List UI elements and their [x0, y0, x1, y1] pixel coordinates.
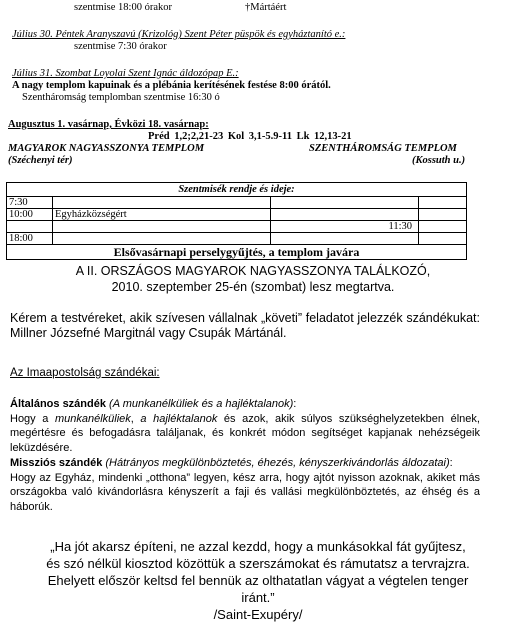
row-right-time [271, 233, 419, 245]
aug-1-heading: Augusztus 1. vasárnap, Évközi 18. vasárnap: [8, 119, 209, 130]
table-title: Szentmisék rendje és ideje: [7, 183, 467, 197]
july-30-heading: Július 30. Péntek Aranyszavú (Krizológ) Szent Péter püspök és egyháztanító e.: [12, 29, 346, 40]
general-em-homeless: a hajléktalanok [140, 412, 218, 425]
general-em-unemployed: munkanélküliek [54, 412, 131, 425]
meeting-title: A II. ORSZÁGOS MAGYAROK NAGYASSZONYA TALÁLKOZÓ, [75, 264, 431, 278]
collection-note: Elsővasárnapi perselygyűjtés, a templom javára [7, 245, 467, 260]
quote-author: /Saint-Exupéry/ [213, 607, 303, 622]
church-right-address: (Kossuth u.) [412, 155, 466, 166]
church-right-name: SZENTHÁROMSÁG TEMPLOM [309, 143, 457, 154]
july-31-heading: Július 31. Szombat Loyolai Szent Ignác áldozópap E.: [12, 68, 239, 79]
mission-intention-text: Hogy az Egyház, mindenki „otthona” legyen, kész arra, hogy ajtót nyisson azoknak, akiket más országokba való kivándorlásra kényszerít a faji és vallási megkülönböztetés, az éhség és a háborúk. [10, 471, 480, 513]
collection-row [7, 245, 467, 260]
row-time: 10:00 [7, 209, 53, 221]
row-right-time [271, 209, 419, 221]
quote-text: „Ha jót akarsz építeni, ne azzal kezdd, hogy a munkásokkal fát gyűjtesz, és szó nélkül kiosztod közöttük a szerszámokat és rámutatsz a tervrajzra. Ehelyett először keltsd fel bennük az olthatatlan vágyat a végtelen tenger iránt.” [46, 539, 470, 605]
table-row [7, 221, 467, 233]
row-time: 18:00 [7, 233, 53, 245]
july-31-painting-note: A nagy templom kapuinak és a plébánia kerítésének festése 8:00 órától. [12, 80, 331, 91]
church-left-address: (Széchenyi tér) [8, 155, 73, 166]
general-intention-text: és azok, akik súlyos szükséghelyzetekben élnek, megértésre és befogadásra találjanak, és konkrét módon segítséget kapjanak nehézségeik leküzdésére. [10, 412, 480, 454]
general-intention-prefix: Hogy a [10, 412, 49, 425]
quote [28, 538, 488, 623]
row-right-time [271, 197, 419, 209]
table-title-row [7, 183, 467, 197]
row-intent [53, 197, 271, 209]
general-intention-topic: (A munkanélküliek és a hajléktalanok) [109, 398, 294, 410]
row-intent [53, 233, 271, 245]
meeting-date: 2010. szeptember 25-én (szombat) lesz megtartva. [111, 280, 395, 294]
mission-intention-label: Missziós szándék [10, 457, 103, 469]
meeting-announcement [0, 263, 506, 295]
row-time [7, 221, 53, 233]
table-row [7, 209, 467, 221]
volunteer-request: Kérem a testvéreket, akik szívesen vállalnak „követi” feladatot jelezzék szándékukat: Millner Józsefné Margitnál vagy Csupák Mártánál. [10, 311, 480, 340]
church-left-name: MAGYAROK NAGYASSZONYA TEMPLOM [8, 143, 205, 154]
row-intent: Egyházközségért [53, 209, 271, 221]
table-row [7, 197, 467, 209]
mass-schedule-table [6, 182, 467, 260]
row-right-time: 11:30 [271, 221, 419, 233]
table-row [7, 233, 467, 245]
mass-intention: †Mártáért [245, 2, 287, 13]
mission-intention-topic: (Hátrányos megkülönböztetés, éhezés, kényszerkivándorlás áldozatai) [105, 457, 450, 469]
prayer-heading: Az Imaapostolság szándékai: [10, 367, 160, 379]
general-intention: Általános szándék (A munkanélküliek és a hajléktalanok): Hogy a munkanélküliek, a hajléktalanok és azok, akik súlyos szükséghelyzetekben élnek, megértésre és befogadásra találjanak, és konkrét módon segítséget kapjanak nehézségeik leküzdésére. [10, 398, 480, 454]
row-time: 7:30 [7, 197, 53, 209]
mission-intention: Missziós szándék (Hátrányos megkülönböztetés, éhezés, kényszerkivándorlás áldozatai): Hogy az Egyház, mindenki „otthona” legyen, kész arra, hogy ajtót nyisson azoknak, akiket más országokba való kivándorlásra kényszerít a faji és vallási megkülönböztetés, az éhség és a háborúk. [10, 457, 480, 513]
row-intent [53, 221, 271, 233]
general-intention-label: Általános szándék [10, 398, 106, 410]
readings: Préd 1,2;2,21-23 Kol 3,1-5.9-11 Lk 12,13-21 [148, 131, 352, 142]
july-30-mass: szentmise 7:30 órakor [74, 41, 167, 52]
mass-time-line: szentmise 18:00 órakor [74, 2, 172, 13]
july-31-trinity-mass: Szentháromság templomban szentmise 16:30 ó [22, 92, 220, 103]
